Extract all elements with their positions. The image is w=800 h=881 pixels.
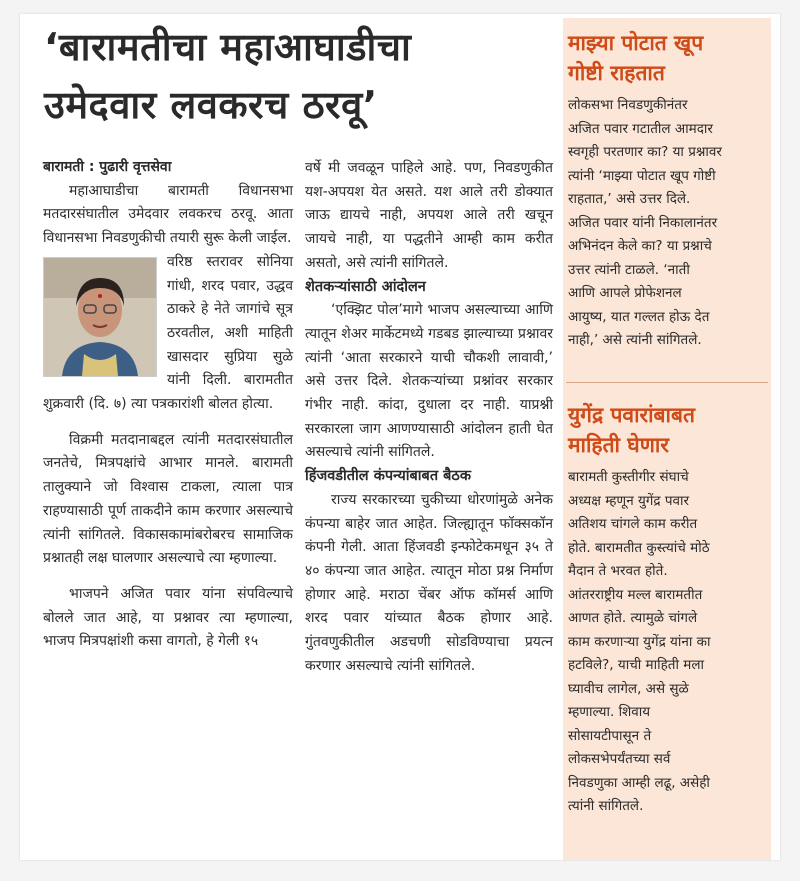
subheading: हिंजवडीतील कंपन्यांबाबत बैठक (305, 468, 471, 485)
sidebar-title-2 (568, 400, 768, 460)
sidebar-title-line: माहिती घेणार (568, 433, 669, 457)
sidebar-line: अभिनंदन केले का? या प्रश्नाचे (568, 238, 712, 254)
sidebar-line: आंतरराष्ट्रीय मल्ल बारामतीत (568, 586, 703, 603)
sidebar-line: आयुष्य, यात गल्लत होऊ देत (568, 308, 710, 325)
sidebar-line: नाही,’ असे त्यांनी सांगितले. (568, 332, 702, 348)
sidebar-title-line: गोष्टी राहतात (568, 61, 665, 85)
sidebar-line: अतिशय चांगले काम करीत (568, 516, 698, 532)
photo-frame (43, 257, 159, 381)
sidebar-line: राहतात,’ असे उत्तर दिले. (568, 191, 691, 207)
portrait-image (44, 258, 156, 376)
sidebar-line: हटविले?, याची माहिती मला (568, 657, 705, 673)
sidebar-line: सोसायटीपासून ते (568, 727, 652, 744)
sidebar-line: घ्यावीच लागेल, असे सुळे (568, 680, 689, 697)
sidebar-line: लोकसभेपर्यंतच्या सर्व (568, 751, 671, 767)
sidebar-line: अजित पवार यांनी निकालानंतर (568, 214, 718, 231)
sidebar-line: त्यांनी ‘माझ्या पोटात खूप गोष्टी (568, 167, 716, 184)
byline: बारामती : पुढारी वृत्तसेवा (43, 159, 172, 175)
sidebar-line: होते. बारामतीत कुस्त्यांचे मोठे (568, 539, 710, 556)
sidebar-line: मैदान ते भरवत होते. (568, 563, 668, 579)
sidebar-text-1 (568, 94, 768, 353)
sidebar-title-1 (568, 28, 768, 88)
subheading: शेतकऱ्यांसाठी आंदोलन (305, 278, 426, 295)
sidebar-line: अध्यक्ष म्हणून युगेंद्र पवार (568, 492, 690, 509)
sidebar-line: अजित पवार गटातील आमदार (568, 120, 713, 137)
supriya-sule-photo (43, 257, 157, 377)
sidebar-line: स्वगृही परतणार का? या प्रश्नावर (568, 144, 722, 160)
sidebar-title-line: युगेंद्र पवारांबाबत (568, 403, 695, 427)
paragraph: विक्रमी मतदानाबद्दल त्यांनी मतदारसंघातील जनतेचे, मित्रपक्षांचे आभार मानले. बारामती तालुक्याने जो विश्वास टाकला, त्याला पात्र राहण्यासाठी पूर्ण ताकदीने काम करणार असल्याचे त्यांनी सांगितले. विकासकामांबरोबरच सामाजिक प्रश्नातही लक्ष घालणार असल्याचे त्या म्हणाल्या. (43, 431, 293, 567)
sidebar-line: बारामती कुस्तीगीर संघाचे (568, 469, 689, 485)
sidebar-line: निवडणुका आम्ही लढू, असेही (568, 774, 710, 791)
article-column-2 (305, 157, 553, 678)
sidebar-divider (566, 382, 768, 383)
sidebar-line: म्हणाल्या. शिवाय (568, 704, 651, 720)
paragraph: ‘एक्झिट पोल’मागे भाजप असल्याच्या आणि त्यातून शेअर मार्केटमध्ये गडबड झाल्याच्या प्रश्नावर त्यांनी ‘आता सरकारने याची चौकशी लावावी,’ असे उत्तर दिले. शेतकऱ्यांच्या प्रश्नांवर सरकार गंभीर नाही. कांदा, दुधाला दर नाही. याप्रश्नी सरकारला जाग आणण्यासाठी आंदोलन हाती घेत असल्याचे त्यांनी सांगितले. (305, 302, 553, 461)
sidebar-line: उत्तर त्यांनी टाळले. ‘नाती (568, 261, 690, 278)
paragraph: भाजपने अजित पवार यांना संपविल्याचे बोलले जात आहे, या प्रश्नावर त्या म्हणाल्या, भाजप मित्रपक्षांशी कसा वागतो, हे गेली १५ (43, 585, 293, 650)
paragraph: महाआघाडीचा बारामती विधानसभा मतदारसंघातील उमेदवार लवकरच ठरवू. आता विधानसभा निवडणुकीची तयारी सुरू केली जाईल. (43, 182, 293, 247)
headline-line-1: ‘बारामतीचा महाआघाडीचा (44, 25, 412, 69)
paragraph: राज्य सरकारच्या चुकीच्या धोरणांमुळे अनेक कंपन्या बाहेर जात आहेत. जिल्ह्यातून फॉक्सकॉन कंपनी गेली. आता हिंजवडी इन्फोटेकमधून ३५ ते ४० कंपन्या जात आहेत. त्यातून मोठा प्रश्न निर्माण होणार आहे. मराठा चेंबर ऑफ कॉमर्स आणि शरद पवार यांच्यात बैठक होणार आहे. गुंतवणुकीतील अडचणी सोडविण्याचा प्रयत्न करणार असल्याचे त्यांनी सांगितले. (305, 491, 553, 674)
sidebar-line: त्यांनी सांगितले. (568, 798, 644, 814)
sidebar-line: आणत होते. त्यामुळे चांगले (568, 610, 698, 626)
sidebar-line: आणि आपले प्रोफेशनल (568, 285, 682, 301)
paragraph: वर्षे मी जवळून पाहिले आहे. पण, निवडणुकीत यश-अपयश येत असते. यश आले तरी डोक्यात जाऊ द्यायचे नाही, अपयश आले तरी खचून जायचे नाही, या पद्धतीने आम्ही काम करीत असतो, असे त्यांनी सांगितले. (305, 160, 553, 271)
paragraph: वरिष्ठ स्तरावर सोनिया गांधी, शरद पवार, उद्धव ठाकरे हे नेते जागांचे सूत्र ठरवतील, अशी माहिती खासदार सुप्रिया सुळे यांनी दिली. बारामतीत शुक्रवारी (दि. ७) त्या पत्रकारांशी बोलत होत्या. (43, 253, 293, 413)
article-column-1 (43, 156, 293, 654)
sidebar-line: काम करणाऱ्या युगेंद्र यांना का (568, 633, 711, 650)
sidebar-line: लोकसभा निवडणुकीनंतर (568, 97, 688, 113)
headline-line-2: उमेदवार लवकरच ठरवू’ (44, 83, 378, 127)
sidebar-text-2 (568, 466, 768, 819)
sidebar-title-line: माझ्या पोटात खूप (568, 31, 704, 55)
headline (44, 18, 544, 134)
